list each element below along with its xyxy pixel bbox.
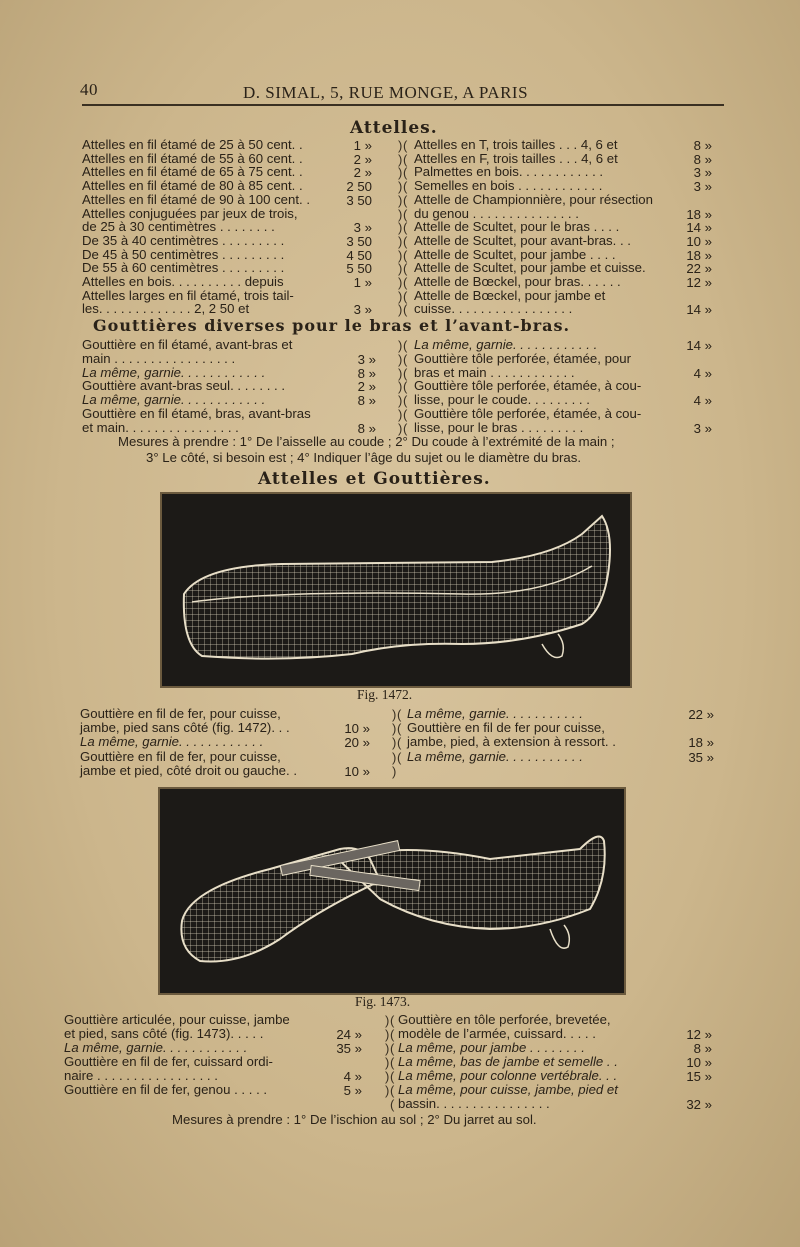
price-list-item: Gouttière avant-bras seul. . . . . . . . — [82, 378, 286, 394]
brace-divider: ) — [398, 165, 403, 181]
brace-divider: ( — [397, 735, 402, 751]
price-value: 3 » — [693, 179, 712, 195]
price-value: 24 » — [336, 1027, 362, 1042]
price-list-item: La même, pour cuisse, jambe, pied et — [398, 1082, 618, 1097]
price-list-item: Attelles en fil étamé de 25 à 50 cent. . — [82, 137, 303, 152]
brace-divider: ( — [403, 275, 408, 290]
price-list-item: jambe, pied sans côté (fig. 1472). . . — [80, 720, 290, 736]
price-value: 15 » — [686, 1069, 712, 1084]
brace-divider: ( — [403, 192, 408, 208]
price-list-item: Attelle de Bœckel, pour bras. . . . . . — [414, 274, 621, 289]
brace-divider: ( — [390, 1041, 395, 1056]
measure-note-arm-1: Mesures à prendre : 1° De l’aisselle au coude ; 2° Du coude à l’extrémité de la main ; — [118, 434, 615, 449]
price-list-item: les. . . . . . . . . . . . . 2, 2 50 et — [82, 301, 250, 317]
price-value: 2 50 — [346, 179, 372, 195]
price-list-item: Gouttière en fil étamé, bras, avant-bras — [82, 406, 311, 421]
brace-divider: ( — [403, 407, 408, 422]
figure-1472-leg-splint — [160, 492, 632, 688]
price-value: 1 » — [353, 275, 372, 290]
price-list-item: Gouttière tôle perforée, étamée, à cou- — [414, 406, 642, 421]
price-list-item: Gouttière articulée, pour cuisse, jambe — [64, 1012, 290, 1027]
price-list-item: bassin. . . . . . . . . . . . . . . . — [398, 1096, 550, 1111]
price-list-item: Gouttière en fil de fer pour cuisse, — [407, 720, 605, 736]
price-list-item: Attelle de Scultet, pour le bras . . . . — [414, 219, 620, 235]
price-list-item: Attelles en fil étamé de 90 à 100 cent. . — [82, 191, 310, 207]
brace-divider: ( — [390, 1069, 395, 1084]
price-list-item: Attelles en fil étamé de 80 à 85 cent. . — [82, 178, 303, 194]
figure-1472-caption: Fig. 1472. — [357, 687, 413, 702]
price-list-item: La même, garnie. . . . . . . . . . . — [407, 706, 583, 721]
price-list-item: jambe, pied, à extension à ressort. . — [407, 734, 616, 750]
price-value: 3 50 — [346, 192, 372, 208]
articulated-leg-splint-illustration — [160, 789, 624, 993]
brace-divider: ) — [398, 379, 403, 395]
price-value: 3 » — [693, 165, 712, 181]
price-list-item: Attelles en bois. . . . . . . . . . depuis — [82, 274, 284, 289]
brace-divider: ( — [390, 1013, 395, 1028]
price-value: 8 » — [693, 1041, 712, 1056]
price-list-item: De 55 à 60 centimètres . . . . . . . . . — [82, 260, 285, 276]
brace-divider: ( — [390, 1055, 395, 1070]
price-list-item: La même, pour colonne vertébrale. . . — [398, 1068, 618, 1083]
price-list-item: La même, garnie. . . . . . . . . . . . — [82, 392, 266, 408]
brace-divider: ( — [403, 138, 408, 153]
brace-divider: ) — [392, 707, 397, 722]
section-title-attelles: Attelles. — [350, 118, 438, 138]
price-list-item: La même, pour jambe . . . . . . . . — [398, 1040, 585, 1055]
price-list-item: Gouttière en fil de fer, cuissard ordi- — [64, 1054, 273, 1069]
brace-divider: ) — [398, 407, 403, 422]
brace-divider: ( — [403, 247, 408, 263]
price-list-item: Attelle de Bœckel, pour jambe et — [414, 287, 606, 303]
brace-divider: ( — [403, 379, 408, 395]
price-value: 10 » — [344, 763, 370, 779]
header-rule — [82, 104, 724, 106]
brace-divider: ) — [398, 192, 403, 208]
price-list-item: Semelles en bois . . . . . . . . . . . . — [414, 178, 603, 194]
price-value: 3 » — [693, 420, 712, 436]
brace-divider: ) — [398, 365, 403, 381]
price-value: 2 » — [357, 379, 376, 395]
brace-divider: ) — [385, 1055, 390, 1070]
price-list-item: du genou . . . . . . . . . . . . . . . — [414, 205, 579, 221]
price-value: 18 » — [688, 735, 714, 751]
brace-divider: ) — [385, 1041, 390, 1056]
brace-divider: ) — [392, 763, 397, 779]
brace-divider: ) — [398, 288, 403, 304]
brace-divider: ) — [398, 151, 403, 167]
brace-divider: ( — [403, 302, 408, 318]
price-list-item: La même, garnie. . . . . . . . . . . . — [64, 1040, 248, 1055]
price-value: 12 » — [686, 275, 712, 290]
brace-divider: ( — [403, 393, 408, 409]
price-list-item: Attelle de Scultet, pour jambe . . . . — [414, 246, 616, 262]
price-value: 18 » — [686, 247, 712, 263]
price-value: 5 » — [343, 1083, 362, 1098]
wire-leg-splint-illustration — [162, 494, 630, 686]
price-list-item: et pied, sans côté (fig. 1473). . . . . — [64, 1026, 264, 1041]
price-value: 14 » — [686, 338, 712, 353]
brace-divider: ) — [398, 261, 403, 277]
brace-divider: ( — [390, 1027, 395, 1042]
brace-divider: ) — [398, 351, 403, 367]
brace-divider: ) — [385, 1013, 390, 1028]
page-header-title: D. SIMAL, 5, RUE MONGE, A PARIS — [243, 83, 529, 102]
price-value: 18 » — [686, 206, 712, 222]
price-list-item: lisse, pour le bras . . . . . . . . . — [414, 419, 584, 435]
brace-divider: ( — [403, 206, 408, 222]
price-list-item: La même, garnie. . . . . . . . . . . . — [414, 337, 598, 352]
price-list-item: Gouttière en fil étamé, avant-bras et — [82, 337, 293, 352]
price-list-item: Gouttière en tôle perforée, brevetée, — [398, 1012, 611, 1027]
brace-divider: ) — [398, 247, 403, 263]
brace-divider: ) — [398, 420, 403, 436]
price-list-item: Gouttière tôle perforée, étamée, pour — [414, 350, 631, 366]
price-list-item: de 25 à 30 centimètres . . . . . . . . — [82, 219, 275, 235]
brace-divider: ( — [403, 233, 408, 249]
price-list-item: modèle de l’armée, cuissard. . . . . — [398, 1026, 596, 1041]
price-list-item: Gouttière en fil de fer, genou . . . . . — [64, 1082, 268, 1097]
price-value: 5 50 — [346, 261, 372, 277]
price-list-item: Attelles en F, trois tailles . . . 4, 6 et — [414, 150, 618, 166]
price-list-item: Attelles en fil étamé de 55 à 60 cent. . — [82, 150, 303, 166]
price-list-item: jambe et pied, côté droit ou gauche. . — [80, 762, 298, 778]
brace-divider: ( — [403, 151, 408, 167]
brace-divider: ( — [403, 165, 408, 181]
price-value: 3 » — [353, 220, 372, 236]
brace-divider: ) — [398, 275, 403, 290]
price-list-item: La même, garnie. . . . . . . . . . . — [407, 748, 583, 764]
price-list-item: Attelles conjuguées par jeux de trois, — [82, 205, 298, 221]
brace-divider: ) — [398, 179, 403, 195]
page-number: 40 — [80, 80, 98, 99]
brace-divider: ( — [390, 1083, 395, 1098]
price-list-item: La même, bas de jambe et semelle . . — [398, 1054, 618, 1069]
price-list-item: Attelles en fil étamé de 65 à 75 cent. . — [82, 164, 303, 180]
price-list-item: Gouttière en fil de fer, pour cuisse, — [80, 748, 281, 764]
brace-divider: ) — [392, 721, 397, 737]
brace-divider: ) — [385, 1069, 390, 1084]
price-value: 8 » — [357, 420, 376, 436]
figure-1473-caption: Fig. 1473. — [355, 994, 411, 1009]
price-value: 2 » — [353, 151, 372, 167]
price-value: 3 » — [357, 351, 376, 367]
section-title-gouttieres: Gouttières diverses pour le bras et l’avant-bras. — [93, 316, 571, 335]
brace-divider: ( — [390, 1097, 395, 1112]
brace-divider: ( — [403, 261, 408, 277]
price-value: 10 » — [344, 721, 370, 737]
brace-divider: ) — [392, 735, 397, 751]
price-value: 20 » — [344, 735, 370, 751]
price-list-item: Palmettes en bois. . . . . . . . . . . . — [414, 164, 604, 180]
brace-divider: ) — [398, 338, 403, 353]
brace-divider: ( — [397, 707, 402, 722]
price-list-item: Attelle de Scultet, pour jambe et cuisse. — [414, 260, 646, 276]
brace-divider: ( — [397, 749, 402, 765]
brace-divider: ( — [403, 338, 408, 353]
price-value: 3 50 — [346, 233, 372, 249]
brace-divider: ) — [398, 220, 403, 236]
price-list-item: Gouttière tôle perforée, étamée, à cou- — [414, 378, 642, 394]
brace-divider: ( — [403, 179, 408, 195]
price-list-item: Attelle de Scultet, pour avant-bras. . . — [414, 232, 631, 248]
price-list-item: Attelles larges en fil étamé, trois tail- — [82, 287, 294, 303]
price-value: 4 » — [343, 1069, 362, 1084]
price-value: 4 » — [693, 393, 712, 409]
price-list-item: Gouttière en fil de fer, pour cuisse, — [80, 706, 281, 721]
price-list-item: Attelles en T, trois tailles . . . 4, 6 et — [414, 137, 618, 152]
price-list-item: cuisse. . . . . . . . . . . . . . . . . — [414, 301, 573, 317]
section-title-attelles-gouttieres: Attelles et Gouttières. — [258, 469, 491, 489]
brace-divider: ( — [397, 721, 402, 737]
price-list-item: naire . . . . . . . . . . . . . . . . . — [64, 1068, 218, 1083]
brace-divider: ( — [403, 420, 408, 436]
price-value: 4 » — [693, 365, 712, 381]
price-value: 8 » — [357, 365, 376, 381]
price-list-item: La même, garnie. . . . . . . . . . . . — [80, 734, 264, 750]
brace-divider: ) — [398, 393, 403, 409]
price-value: 32 » — [686, 1097, 712, 1112]
brace-divider: ) — [392, 749, 397, 765]
price-value: 2 » — [353, 165, 372, 181]
brace-divider: ) — [385, 1083, 390, 1098]
price-value: 10 » — [686, 233, 712, 249]
price-value: 14 » — [686, 220, 712, 236]
price-value: 8 » — [357, 393, 376, 409]
price-value: 35 » — [688, 749, 714, 765]
price-value: 22 » — [686, 261, 712, 277]
measure-note-arm-2: 3° Le côté, si besoin est ; 4° Indiquer l’âge du sujet ou le diamètre du bras. — [146, 450, 582, 465]
brace-divider: ( — [403, 220, 408, 236]
price-list-item: lisse, pour le coude. . . . . . . . . — [414, 392, 590, 408]
price-value: 8 » — [693, 138, 712, 153]
price-list-item: et main. . . . . . . . . . . . . . . . — [82, 419, 239, 435]
price-list-item: De 45 à 50 centimètres . . . . . . . . . — [82, 246, 285, 262]
measure-note-leg: Mesures à prendre : 1° De l’ischion au sol ; 2° Du jarret au sol. — [172, 1112, 537, 1127]
price-list-item: De 35 à 40 centimètres . . . . . . . . . — [82, 232, 285, 248]
brace-divider: ( — [403, 351, 408, 367]
brace-divider: ) — [398, 302, 403, 318]
brace-divider: ) — [385, 1027, 390, 1042]
price-value: 8 » — [693, 151, 712, 167]
brace-divider: ) — [398, 233, 403, 249]
brace-divider: ( — [403, 288, 408, 304]
brace-divider: ) — [398, 138, 403, 153]
price-value: 3 » — [353, 302, 372, 318]
price-list-item: La même, garnie. . . . . . . . . . . . — [82, 364, 266, 380]
price-list-item: main . . . . . . . . . . . . . . . . . — [82, 350, 236, 366]
price-value: 14 » — [686, 302, 712, 318]
price-value: 12 » — [686, 1027, 712, 1042]
price-value: 4 50 — [346, 247, 372, 263]
price-list-item: bras et main . . . . . . . . . . . . — [414, 364, 575, 380]
price-list-item: Attelle de Championnière, pour résection — [414, 191, 653, 207]
figure-1473-articulated-splint — [158, 787, 626, 995]
price-value: 10 » — [686, 1055, 712, 1070]
price-value: 22 » — [688, 707, 714, 722]
brace-divider: ) — [398, 206, 403, 222]
price-value: 1 » — [353, 138, 372, 153]
brace-divider: ( — [403, 365, 408, 381]
price-value: 35 » — [336, 1041, 362, 1056]
